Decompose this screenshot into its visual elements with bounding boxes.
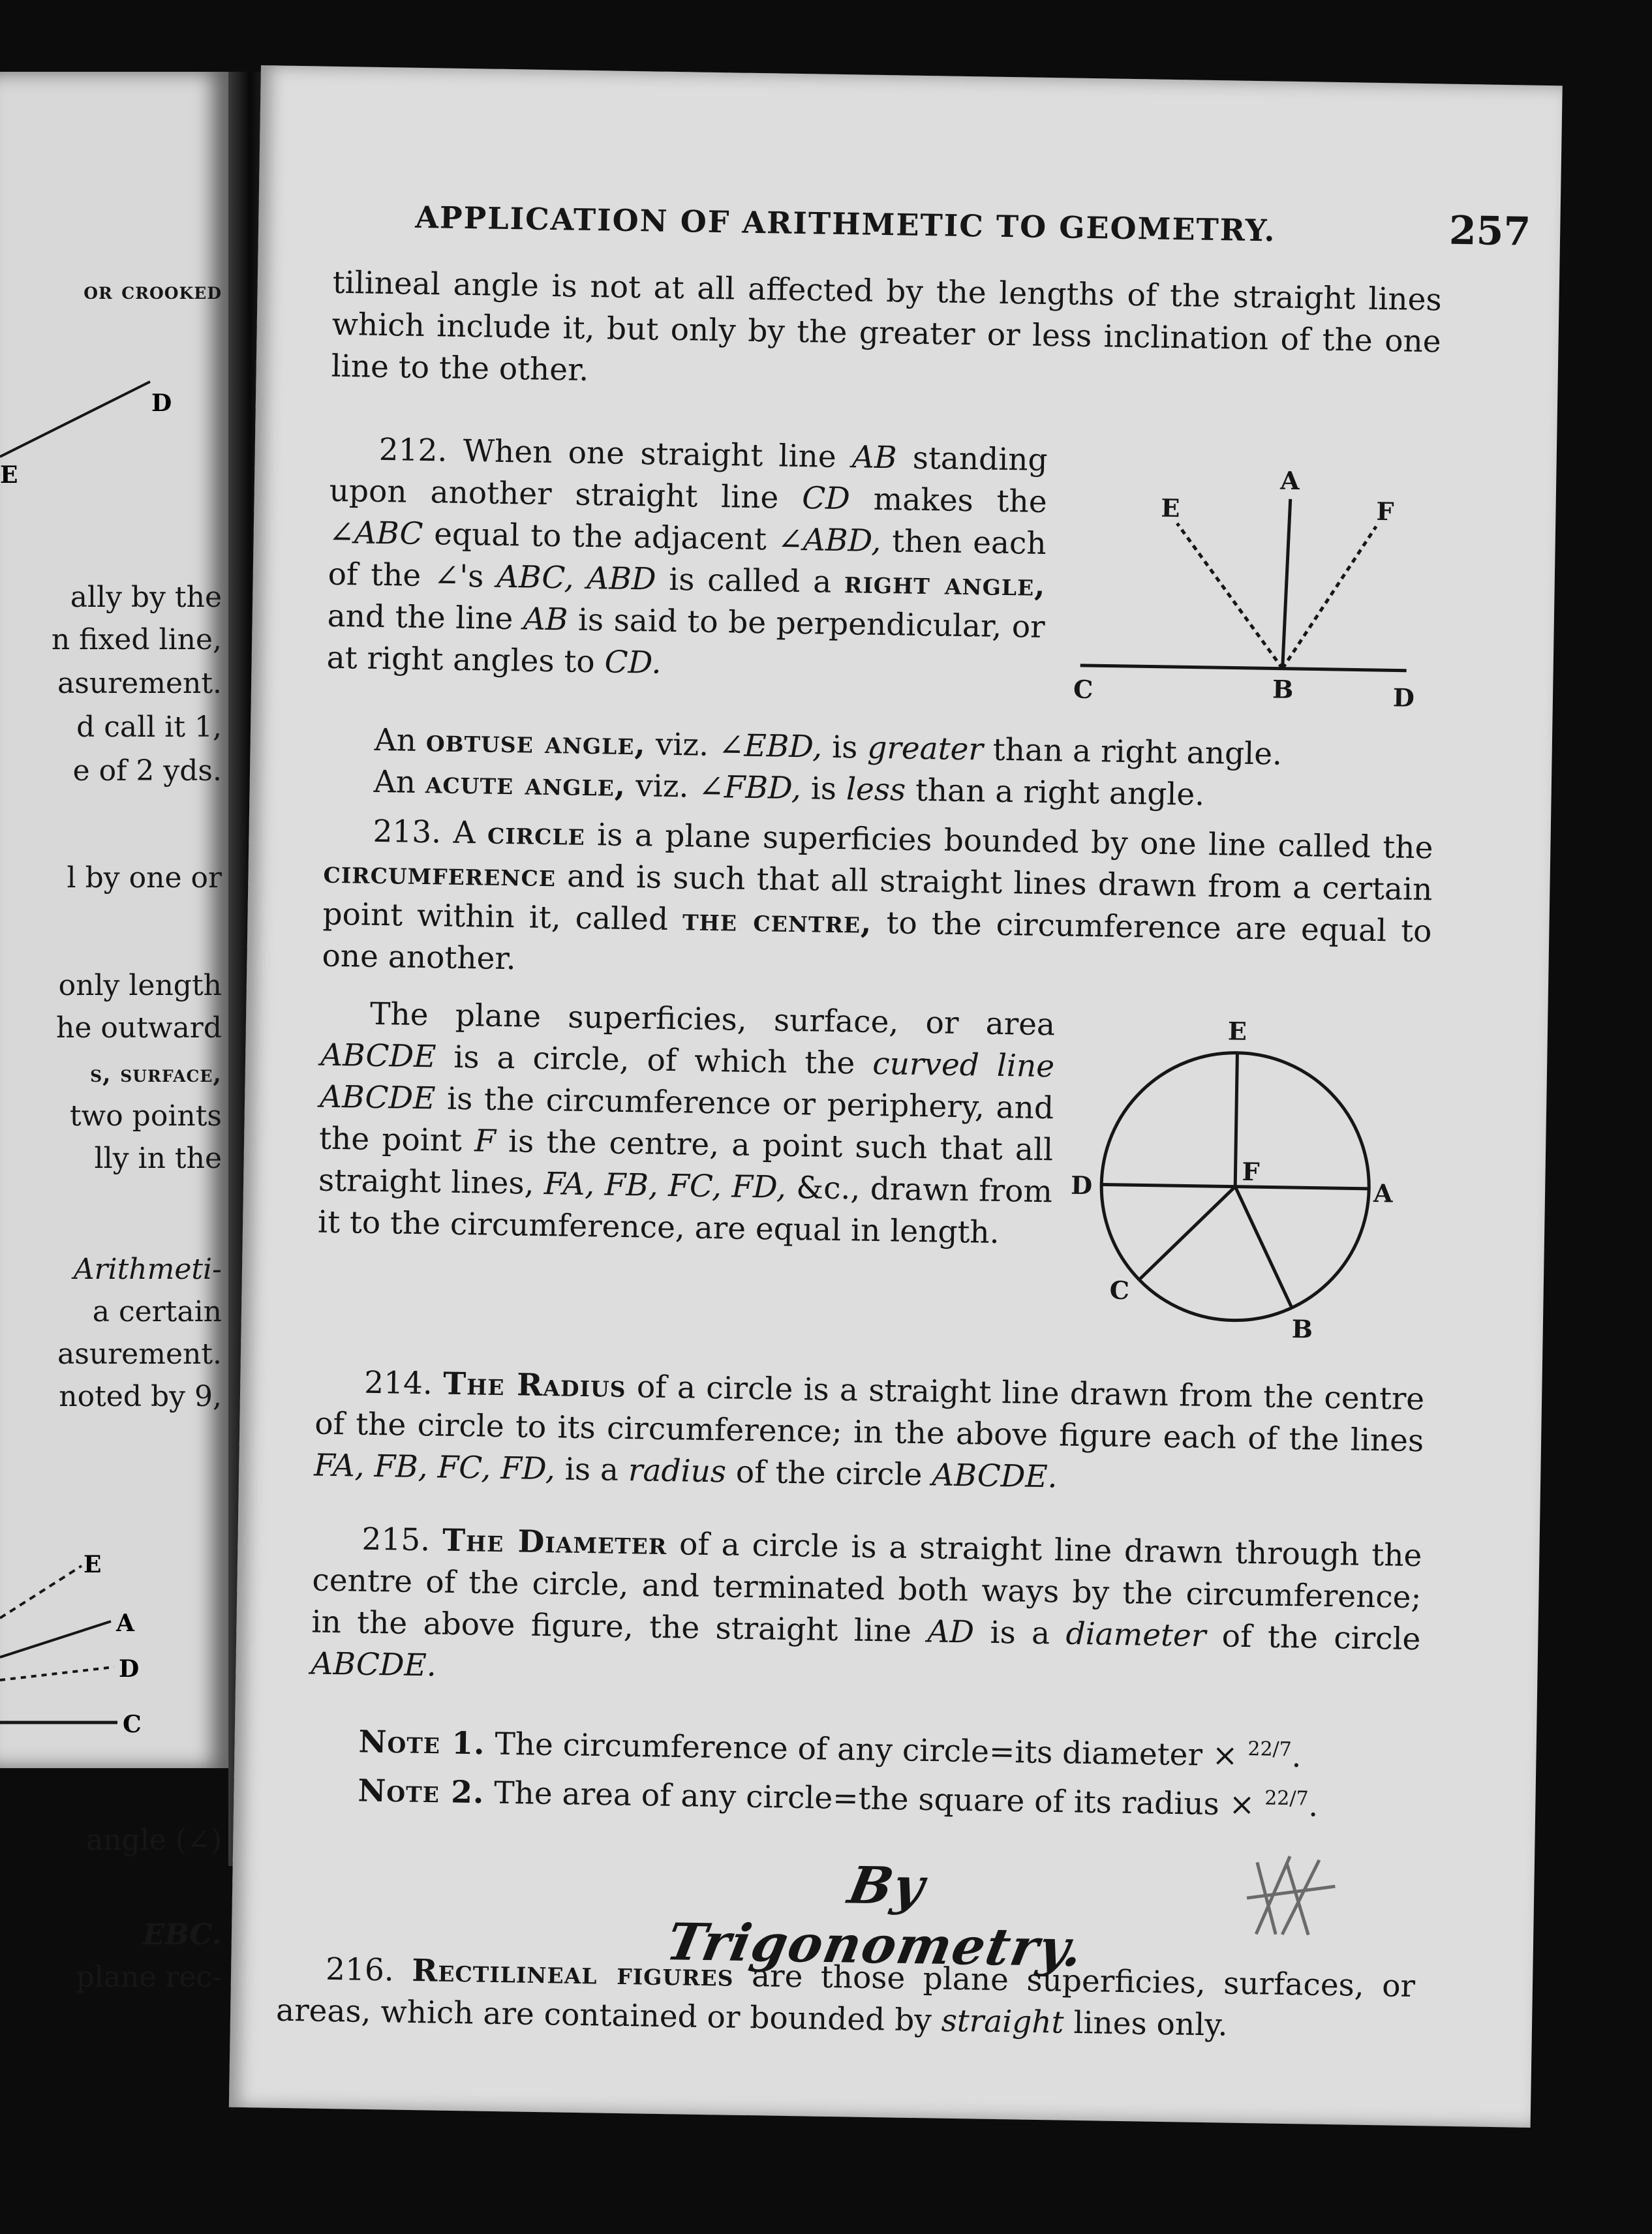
left-page-line: EBC. xyxy=(142,1918,222,1951)
text: of the circle xyxy=(735,1454,923,1493)
paragraph-214 xyxy=(314,1362,1425,1505)
math-symbol: CD xyxy=(801,480,851,517)
math-symbol: ∠FBD, xyxy=(698,769,802,807)
handwritten-mark xyxy=(1230,1836,1362,1955)
emphasis: curved line xyxy=(872,1045,1055,1085)
paragraph-215 xyxy=(311,1518,1422,1703)
paragraph-213-explanation xyxy=(318,993,1056,1255)
text: and is such that all straight lines drawn from a certain point within it, called xyxy=(322,858,1433,938)
text: lines only. xyxy=(1073,2004,1228,2043)
running-head xyxy=(415,192,1531,255)
math-symbol: ABCDE. xyxy=(931,1457,1058,1495)
text: then each of the ∠'s xyxy=(328,523,1047,595)
section-number: 213. xyxy=(373,813,442,851)
defined-term: the centre, xyxy=(682,902,872,941)
book-page xyxy=(229,65,1563,2128)
math-symbol: CD. xyxy=(604,644,662,681)
running-title: APPLICATION OF ARITHMETIC TO GEOMETRY. xyxy=(414,199,1276,249)
text: is a circle, of which the xyxy=(453,1039,855,1082)
section-number: 212. xyxy=(378,431,448,469)
text: is the circumference or periphery, and the point xyxy=(318,1080,1054,1159)
left-diagram-label: E xyxy=(84,1551,102,1578)
left-page-line: only length xyxy=(58,969,222,1002)
math-symbol: F xyxy=(474,1123,497,1159)
note-label: Note 1. xyxy=(358,1724,485,1762)
emphasis: straight xyxy=(941,2002,1064,2041)
defined-term: acute angle, xyxy=(425,765,626,804)
left-page-line: lly in the xyxy=(94,1142,222,1175)
text: is xyxy=(831,729,858,766)
paragraph-216 xyxy=(276,1948,1416,2049)
text: The plane superficies, surface, or area xyxy=(369,996,1056,1043)
text: are those plane superficies, surfaces, or areas, which are contained or bounded by xyxy=(275,1958,1416,2039)
emphasis: radius xyxy=(628,1452,727,1490)
left-diagram-label: D xyxy=(119,1655,140,1683)
text: makes the xyxy=(873,481,1048,521)
point-label-e: E xyxy=(1161,493,1180,523)
defined-term: circumference xyxy=(323,854,557,895)
paragraph-213 xyxy=(322,810,1433,995)
text: of the circle xyxy=(1221,1618,1421,1658)
defined-term: The Radius xyxy=(442,1366,627,1405)
text: &c., drawn from it to the circumference, are equal in length. xyxy=(317,1170,1053,1251)
right-angle-diagram xyxy=(1066,450,1436,730)
left-page-line: noted by 9, xyxy=(59,1380,222,1413)
text: . xyxy=(1291,1738,1302,1775)
text: is xyxy=(810,771,837,807)
line-fb xyxy=(1283,525,1376,670)
left-page-bottom-diagram xyxy=(0,72,228,1768)
left-page-line: asurement. xyxy=(57,1338,222,1371)
point-label-a: A xyxy=(1373,1178,1393,1208)
text: is the centre, a point such that all straight lines, xyxy=(318,1124,1054,1202)
fraction: 22/7 xyxy=(1247,1737,1293,1762)
text: When one straight line xyxy=(463,433,837,475)
radius-fe xyxy=(1235,1053,1237,1187)
section-number: 215. xyxy=(361,1521,431,1559)
point-label-d: D xyxy=(1392,682,1415,712)
left-page-line: l by one or xyxy=(67,861,222,895)
left-diagram-label: E xyxy=(0,461,18,489)
note-text: The circumference of any circle=its diameter × xyxy=(495,1726,1238,1774)
left-page-line: plane rec- xyxy=(76,1961,222,1994)
left-page-line: s, surface, xyxy=(90,1060,222,1088)
defined-term: right angle, xyxy=(844,564,1047,604)
text: viz. xyxy=(635,768,689,805)
section-number: 214. xyxy=(363,1364,433,1402)
page-number: 257 xyxy=(1448,207,1531,255)
text: An xyxy=(373,763,416,801)
text: is said to be perpendicular, or at right angles to xyxy=(326,602,1046,681)
left-page-line: angle (∠) xyxy=(85,1824,222,1857)
previous-page xyxy=(0,72,228,1994)
point-label-a: A xyxy=(1279,465,1300,496)
text: is a plane superficies bounded by one line called the xyxy=(596,817,1433,866)
left-page-line: a certain xyxy=(92,1295,222,1328)
defined-term: Rectilineal figures xyxy=(411,1952,735,1994)
defined-term: The Diameter xyxy=(442,1522,667,1563)
point-label-e: E xyxy=(1227,1016,1247,1046)
left-page-line: asurement. xyxy=(57,667,222,700)
text: to the circumference are equal to one another. xyxy=(322,905,1432,977)
note-text: The area of any circle=the square of its radius × xyxy=(493,1775,1255,1823)
emphasis: greater xyxy=(866,729,984,768)
math-symbol: ∠ABD, xyxy=(777,521,881,560)
left-page-line: he outward xyxy=(56,1011,222,1045)
text: than a right angle. xyxy=(992,731,1283,773)
left-diagram-label: D xyxy=(151,390,172,417)
emphasis: diameter xyxy=(1065,1615,1206,1655)
math-symbol: ABC, ABD xyxy=(496,558,656,598)
defined-term: obtuse angle, xyxy=(425,723,647,763)
radius-fb xyxy=(1233,1187,1294,1308)
section-number: 216. xyxy=(325,1951,395,1989)
math-symbol: FA, FB, FC, FD, xyxy=(313,1447,556,1488)
radius-fc xyxy=(1139,1185,1235,1281)
fraction: 22/7 xyxy=(1264,1786,1309,1811)
text: is called a xyxy=(668,561,832,600)
text: of a circle is a straight line drawn from the centre of the circle to its circumference; in the above figure each of the lines xyxy=(314,1369,1425,1460)
math-symbol: AB xyxy=(523,601,568,638)
line-cd xyxy=(1080,666,1407,671)
text: than a right angle. xyxy=(915,772,1205,813)
note-label: Note 2. xyxy=(358,1773,485,1811)
left-page-line: e of 2 yds. xyxy=(72,754,222,788)
left-diagram-label: C xyxy=(123,1711,142,1738)
math-symbol: AD xyxy=(927,1614,975,1651)
left-page-line: two points xyxy=(69,1099,222,1133)
paragraph-212 xyxy=(326,429,1048,690)
text: standing upon another straight line xyxy=(329,440,1048,516)
math-symbol: ∠ABC xyxy=(328,514,423,552)
left-page-line: n fixed line, xyxy=(51,623,222,656)
left-page-line: Arithmeti- xyxy=(73,1253,222,1286)
left-diagram-label: A xyxy=(116,1610,134,1637)
math-symbol: ABCDE xyxy=(319,1079,436,1117)
point-label-f: F xyxy=(1242,1156,1260,1187)
text: is a xyxy=(990,1614,1050,1652)
emphasis: less xyxy=(846,771,906,808)
math-symbol: ABCDE xyxy=(320,1037,436,1075)
text: A xyxy=(453,814,476,851)
line-eb xyxy=(1175,523,1285,669)
left-page-line: ally by the xyxy=(70,581,222,614)
line-ab xyxy=(1283,499,1291,669)
text: of a circle is a straight line drawn through the centre of the circle, and terminated both ways by the circumference; in the above figure, the straight line xyxy=(311,1526,1422,1649)
text: viz. xyxy=(655,726,709,763)
math-symbol: ABCDE. xyxy=(311,1645,437,1684)
math-symbol: FA, FB, FC, FD, xyxy=(543,1166,787,1206)
math-symbol: ∠EBD, xyxy=(718,727,823,765)
text: and the line xyxy=(327,598,513,637)
text: equal to the adjacent xyxy=(433,516,767,558)
text: An xyxy=(374,722,417,759)
left-page-line: d call it 1, xyxy=(76,711,222,744)
point-label-b: B xyxy=(1272,674,1294,704)
point-label-c: C xyxy=(1073,674,1094,705)
point-label-b: B xyxy=(1291,1314,1313,1344)
text: . xyxy=(1308,1788,1319,1824)
section-heading-script: By Trigonometry. xyxy=(662,1856,1090,1979)
point-label-f: F xyxy=(1376,496,1394,527)
point-label-c: C xyxy=(1109,1275,1130,1306)
text: is a xyxy=(564,1451,619,1488)
paragraph-continued: tilineal angle is not at all affected by the lengths of the straight lines which include it, but only by the greater or less inclination of the one line to the other. xyxy=(331,264,1443,388)
defined-term: circle xyxy=(487,815,586,853)
circle-diagram xyxy=(1056,1016,1427,1353)
left-page-line: or crooked xyxy=(84,277,222,305)
point-label-d: D xyxy=(1070,1170,1093,1201)
math-symbol: AB xyxy=(851,439,897,476)
